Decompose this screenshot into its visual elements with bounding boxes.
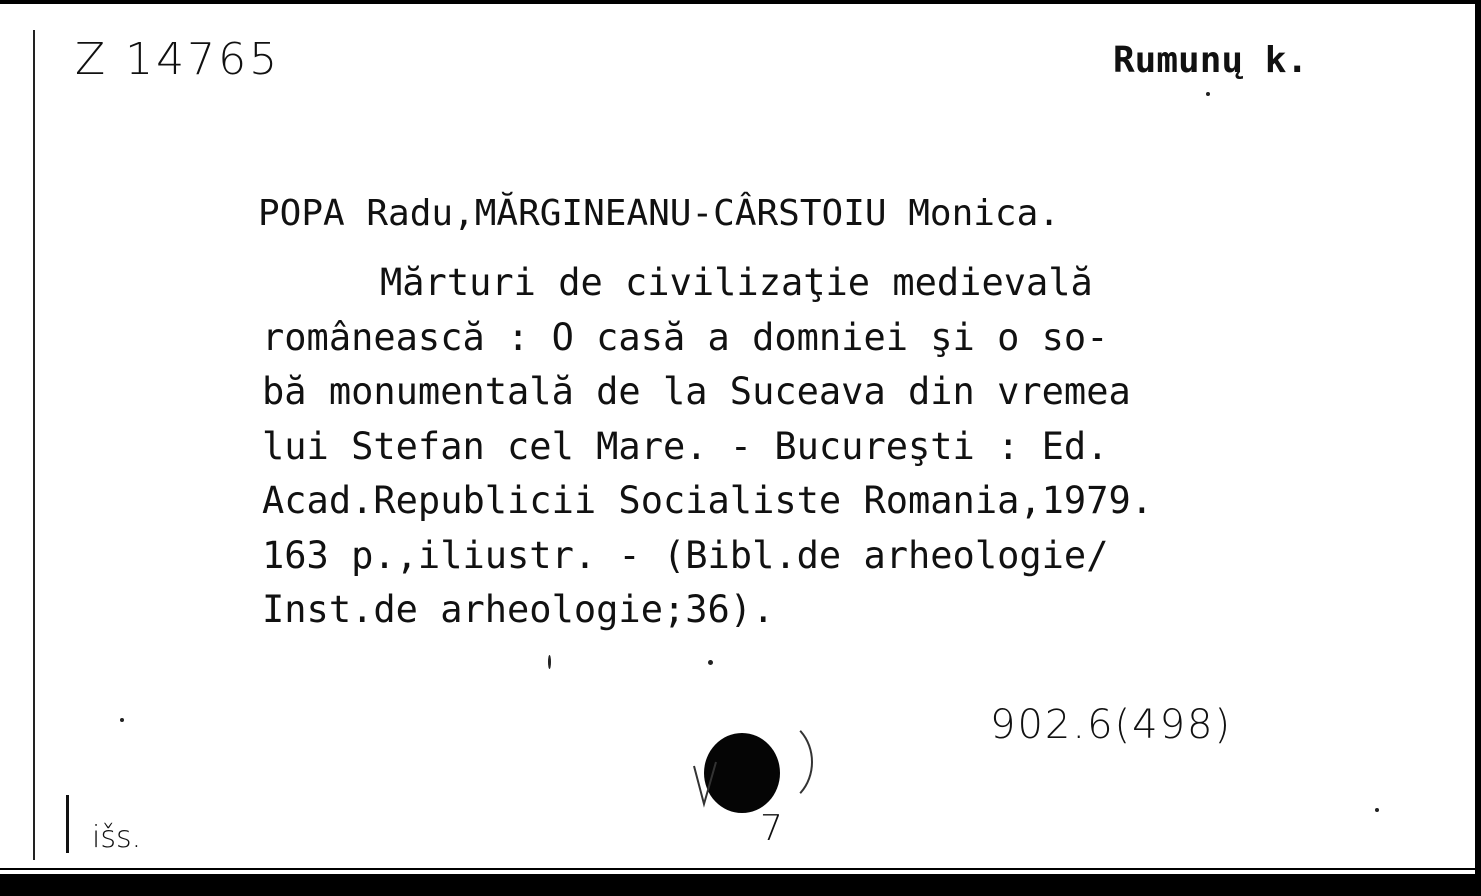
card-border-right: [1475, 0, 1481, 896]
shelf-mark: Z 14765: [75, 34, 281, 85]
description-line: lui Stefan cel Mare. - Bucureşti : Ed.: [262, 424, 1109, 468]
stamp-number: 7: [760, 808, 783, 849]
description-line: Inst.de arheologie;36).: [262, 588, 775, 631]
card-border-bottom-line: [0, 868, 1481, 870]
description-line: 163 p.,iliustr. - (Bibl.de arheologie/: [262, 533, 1109, 577]
handwritten-note: išs.: [92, 820, 142, 855]
card-border-top: [0, 0, 1481, 4]
check-mark-icon: [690, 760, 720, 810]
card-border-left: [33, 30, 35, 860]
bibliographic-description: [262, 256, 1153, 638]
ink-speck: [1375, 808, 1379, 812]
ink-speck: [548, 655, 551, 669]
description-line: Acad.Republicii Socialiste Romania,1979.: [262, 479, 1154, 522]
margin-mark: [66, 795, 69, 853]
description-line: românească : O casă a domniei şi o so-: [262, 315, 1109, 359]
ink-speck: [1206, 92, 1210, 96]
author-line: POPA Radu,MĂRGINEANU-CÂRSTOIU Monica.: [258, 193, 1060, 234]
ink-speck: [708, 660, 713, 665]
subject-heading: Rumunų k.: [1113, 40, 1309, 81]
ink-speck: [120, 718, 124, 722]
classification-number: 902.6(498): [990, 702, 1233, 748]
card-border-bottom: [0, 874, 1481, 896]
description-line: bă monumentală de la Suceava din vremea: [262, 370, 1131, 413]
description-line: Mărturi de civilizaţie medievală: [380, 261, 1093, 304]
